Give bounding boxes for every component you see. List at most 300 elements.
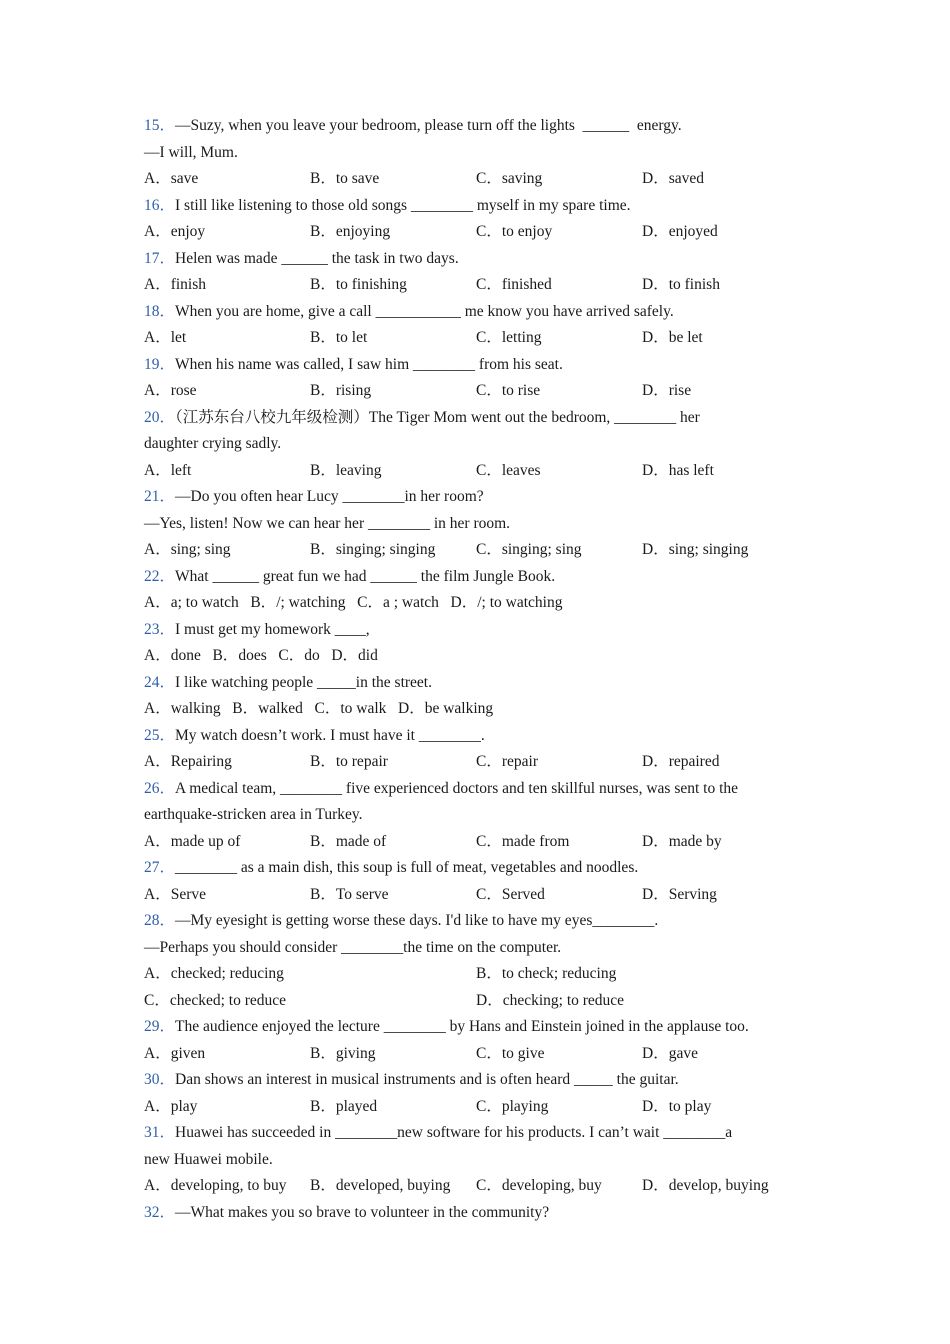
option-text: to give [501,1044,545,1062]
option-text: checked; to reduce [169,991,287,1009]
answer-option[interactable] [476,325,642,352]
answer-option[interactable] [451,594,563,611]
option-letter: A． [144,885,171,903]
options-row [144,643,814,670]
option-text: walking [170,700,221,717]
answer-option[interactable] [642,458,808,485]
question-text: new Huawei mobile. [144,1150,273,1168]
question-block [144,670,814,723]
question-text: Helen was made ______ the task in two days. [175,249,459,267]
answer-option[interactable] [642,1094,808,1121]
option-letter: A． [144,461,171,479]
option-letter: B． [310,1177,336,1194]
answer-option[interactable] [476,219,642,246]
question-stem [144,246,814,273]
option-text: given [170,1044,206,1062]
option-letter: A． [144,223,171,240]
option-text: developed, buying [335,1177,451,1194]
question-number: 17． [144,249,176,267]
option-text: enjoying [335,223,391,240]
option-letter: B． [250,594,277,611]
answer-option[interactable] [310,458,476,485]
option-letter: A． [144,382,171,399]
option-text: be let [668,329,703,346]
answer-option[interactable] [144,700,221,717]
question-stem [144,299,814,326]
answer-option[interactable] [331,647,378,664]
option-text: gave [668,1044,698,1062]
answer-option[interactable] [310,1041,476,1068]
answer-option[interactable] [144,1173,310,1200]
answer-option[interactable] [310,219,476,246]
option-letter: D． [642,1097,669,1115]
answer-option[interactable] [144,829,310,856]
answer-option[interactable] [310,325,476,352]
option-letter: A． [144,276,171,293]
question-stem [144,855,814,882]
question-number: 20． [144,408,176,426]
question-block [144,1014,814,1067]
exercise-page [144,113,814,1226]
answer-option[interactable] [144,458,310,485]
question-text: daughter crying sadly. [144,435,282,452]
options-row [144,325,814,352]
option-text: rise [668,382,692,399]
option-letter: B． [310,461,336,479]
option-text: to finish [668,276,720,293]
options-row [144,882,814,909]
option-letter: C． [278,647,305,664]
question-stem [144,484,814,511]
option-text: sing; sing [170,541,231,558]
options-row [144,961,814,988]
question-stem-continuation [144,431,814,458]
option-text: Served [501,885,545,903]
question-block [144,405,814,485]
options-row [144,378,814,405]
question-number: 15． [144,117,176,134]
question-stem-continuation [144,935,814,962]
option-letter: B． [232,700,259,717]
option-text: develop, buying [668,1177,769,1194]
option-letter: C． [476,461,502,479]
answer-option[interactable] [642,325,808,352]
option-letter: A． [144,594,171,611]
option-text: playing [501,1097,549,1115]
question-text: —Do you often hear Lucy ________in her room? [175,488,484,505]
question-number: 32． [144,1203,176,1221]
answer-option[interactable] [476,882,642,909]
question-stem-continuation [144,140,814,167]
option-text: made from [501,832,570,850]
question-text: —I will, Mum. [144,143,238,161]
option-letter: D． [642,541,669,558]
option-letter: B． [310,885,336,903]
options-row [144,749,814,776]
option-text: play [170,1097,198,1115]
answer-option[interactable] [310,749,476,776]
option-letter: A． [144,832,171,850]
option-letter: B． [310,832,336,850]
options-row [144,219,814,246]
option-text: done [170,647,201,664]
answer-option[interactable] [642,219,808,246]
answer-option[interactable] [310,272,476,299]
answer-option[interactable] [476,749,642,776]
answer-option[interactable] [144,537,310,564]
answer-option[interactable] [476,961,808,988]
option-text: giving [335,1044,376,1062]
answer-option[interactable] [144,378,310,405]
option-text: repaired [668,753,720,770]
answer-option[interactable] [476,829,642,856]
option-text: do [304,647,320,664]
answer-option[interactable] [476,1041,642,1068]
question-block [144,1120,814,1200]
option-text: does [238,647,267,664]
answer-option[interactable] [278,647,319,664]
option-text: sing; singing [668,541,749,558]
option-letter: C． [476,753,502,770]
question-text: The audience enjoyed the lecture ________ by Hans and Einstein joined in the applause too. [175,1018,749,1035]
question-text: Huawei has succeeded in ________new software for his products. I can’t wait ________a [175,1124,733,1141]
question-stem [144,723,814,750]
option-text: enjoy [170,223,206,240]
question-block [144,908,814,1014]
option-letter: C． [476,1044,502,1062]
option-letter: C． [314,700,341,717]
option-letter: A． [144,1044,171,1062]
option-letter: C． [476,223,502,240]
option-text: made up of [170,832,241,850]
option-text: to repair [335,753,388,770]
question-block [144,246,814,299]
options-row [144,1041,814,1068]
question-stem [144,908,814,935]
question-text: —What makes you so brave to volunteer in the community? [175,1203,550,1221]
answer-option[interactable] [144,1041,310,1068]
options-row [144,696,814,723]
question-text: —My eyesight is getting worse these days. I'd like to have my eyes________. [175,912,659,929]
option-letter: D． [642,223,669,240]
answer-option[interactable] [310,1173,476,1200]
question-block [144,484,814,564]
question-stem-continuation [144,802,814,829]
option-text: Repairing [170,753,232,770]
option-letter: A． [144,965,171,982]
option-text: to enjoy [501,223,553,240]
answer-option[interactable] [357,594,439,611]
option-letter: B． [310,541,336,558]
option-text: To serve [335,885,389,903]
option-text: did [358,647,378,664]
option-text: a ; watch [382,594,439,611]
answer-option[interactable] [310,378,476,405]
answer-option[interactable] [250,594,345,611]
answer-option[interactable] [476,458,642,485]
options-row [144,272,814,299]
option-text: finish [170,276,207,293]
answer-option[interactable] [476,1094,642,1121]
question-number: 30． [144,1071,176,1088]
option-text: to finishing [335,276,407,293]
question-block [144,352,814,405]
answer-option[interactable] [144,325,310,352]
option-text: enjoyed [668,223,718,240]
answer-option[interactable] [642,1041,808,1068]
answer-option[interactable] [642,1173,808,1200]
question-stem [144,1200,814,1227]
answer-option[interactable] [642,166,808,193]
answer-option[interactable] [144,594,239,611]
question-number: 26． [144,779,176,797]
option-letter: B． [310,1044,336,1062]
question-text: Dan shows an interest in musical instruments and is often heard _____ the guitar. [175,1071,679,1088]
question-stem [144,776,814,803]
option-text: leaving [335,461,382,479]
option-letter: D． [642,885,669,903]
answer-option[interactable] [476,378,642,405]
option-text: rising [335,382,372,399]
question-block [144,723,814,776]
option-text: Serve [170,885,206,903]
option-text: made by [668,832,722,850]
option-letter: B． [310,170,336,187]
answer-option[interactable] [642,537,808,564]
option-letter: C． [476,276,502,293]
option-text: /; watching [276,594,346,611]
option-letter: B． [212,647,239,664]
answer-option[interactable] [310,882,476,909]
answer-option[interactable] [642,829,808,856]
option-letter: B． [310,753,336,770]
option-text: has left [668,461,714,479]
question-number: 29． [144,1018,176,1035]
option-letter: A． [144,329,171,346]
option-letter: D． [398,700,425,717]
question-block [144,855,814,908]
question-text: ________ as a main dish, this soup is full of meat, vegetables and noodles. [175,859,639,876]
option-text: made of [335,832,387,850]
option-letter: C． [476,885,502,903]
option-text: to walk [340,700,387,717]
answer-option[interactable] [144,961,476,988]
question-stem [144,193,814,220]
option-letter: C． [476,382,502,399]
answer-option[interactable] [315,700,387,717]
question-text: I still like listening to those old songs ________ myself in my spare time. [175,196,631,214]
answer-option[interactable] [476,166,642,193]
option-text: to play [668,1097,712,1115]
option-text: Serving [668,885,717,903]
answer-option[interactable] [144,1094,310,1121]
option-letter: C． [476,1177,502,1194]
option-text: checking; to reduce [502,991,625,1009]
option-letter: C． [476,541,502,558]
question-text: I must get my homework ____, [175,620,370,638]
option-text: finished [501,276,552,293]
option-text: repair [501,753,538,770]
option-text: leaves [501,461,541,479]
option-letter: B． [310,382,336,399]
answer-option[interactable] [144,882,310,909]
option-letter: A． [144,1177,171,1194]
question-block [144,776,814,856]
question-block [144,564,814,617]
option-letter: D． [642,753,669,770]
options-row [144,1173,814,1200]
answer-option[interactable] [144,166,310,193]
question-number: 28． [144,912,176,929]
question-block [144,1200,814,1227]
option-text: to check; reducing [501,965,617,982]
option-text: singing; singing [335,541,436,558]
question-block [144,1067,814,1120]
option-text: save [170,170,199,187]
question-block [144,299,814,352]
option-letter: C． [144,991,170,1009]
option-text: to rise [501,382,541,399]
options-row [144,829,814,856]
option-letter: D． [642,832,669,850]
answer-option[interactable] [476,272,642,299]
option-text: played [335,1097,378,1115]
option-letter: D． [642,1044,669,1062]
answer-option[interactable] [144,272,310,299]
option-letter: B． [310,1097,336,1115]
question-stem [144,564,814,591]
question-number: 22． [144,567,176,585]
question-text: When his name was called, I saw him ________ from his seat. [175,355,563,373]
option-letter: D． [642,382,669,399]
question-text: I like watching people _____in the street. [175,673,432,691]
option-text: singing; sing [501,541,582,558]
option-letter: D． [642,461,669,479]
answer-option[interactable] [310,1094,476,1121]
question-stem [144,405,814,432]
question-text: earthquake-stricken area in Turkey. [144,806,363,823]
answer-option[interactable] [310,537,476,564]
question-number: 21． [144,488,176,505]
options-row [144,590,814,617]
option-letter: A． [144,647,171,664]
question-number: 16． [144,196,176,214]
question-stem [144,1120,814,1147]
option-text: rose [170,382,197,399]
question-stem [144,352,814,379]
question-number: 31． [144,1124,176,1141]
question-stem [144,617,814,644]
question-number: 19． [144,355,176,373]
answer-option[interactable] [310,166,476,193]
question-stem [144,1067,814,1094]
option-text: left [170,461,192,479]
option-letter: C． [357,594,383,611]
option-letter: D． [642,329,669,346]
option-text: saving [501,170,543,187]
option-text: developing, buy [501,1177,602,1194]
question-block [144,193,814,246]
question-text: What ______ great fun we had ______ the film Jungle Book. [175,567,556,585]
answer-option[interactable] [144,749,310,776]
option-letter: C． [476,170,502,187]
question-stem [144,113,814,140]
option-letter: D． [642,276,669,293]
option-letter: D． [642,1177,669,1194]
question-text: —Perhaps you should consider ________the time on the computer. [144,938,562,956]
option-letter: B． [310,329,336,346]
option-text: checked; reducing [170,965,284,982]
option-text: a; to watch [170,594,239,611]
option-letter: D． [476,991,503,1009]
option-letter: D． [331,647,359,664]
question-stem [144,1014,814,1041]
question-stem [144,670,814,697]
option-text: to save [335,170,380,187]
question-block [144,617,814,670]
answer-option[interactable] [642,378,808,405]
answer-option[interactable] [398,700,493,717]
options-row [144,1094,814,1121]
options-row [144,458,814,485]
question-text: （江苏东台八校九年级检测）The Tiger Mom went out the bedroom, ________ her [175,408,700,426]
option-text: let [170,329,187,346]
option-text: to let [335,329,368,346]
question-text: My watch doesn’t work. I must have it ________. [175,726,485,744]
question-block [144,113,814,193]
answer-option[interactable] [476,537,642,564]
option-letter: D． [450,594,478,611]
question-text: —Yes, listen! Now we can hear her ________ in her room. [144,514,511,532]
question-text: When you are home, give a call ___________ me know you have arrived safely. [175,302,674,320]
question-stem-continuation [144,511,814,538]
option-text: /; to watching [477,594,563,611]
option-letter: A． [144,700,171,717]
question-number: 23． [144,620,176,638]
answer-option[interactable] [144,988,476,1015]
options-row [144,166,814,193]
option-letter: B． [476,965,502,982]
question-number: 25． [144,726,176,744]
option-letter: A． [144,1097,171,1115]
question-number: 18． [144,302,176,320]
answer-option[interactable] [232,700,303,717]
question-text: —Suzy, when you leave your bedroom, please turn off the lights ______ energy. [175,117,682,134]
option-text: letting [501,329,542,346]
answer-option[interactable] [144,647,201,664]
answer-option[interactable] [642,272,808,299]
option-letter: A． [144,541,171,558]
answer-option[interactable] [476,1173,642,1200]
option-text: be walking [424,700,494,717]
option-letter: D． [642,170,669,187]
answer-option[interactable] [642,749,808,776]
option-letter: B． [310,276,336,293]
answer-option[interactable] [144,219,310,246]
answer-option[interactable] [476,988,808,1015]
question-number: 24． [144,673,176,691]
option-letter: C． [476,1097,502,1115]
option-letter: C． [476,329,502,346]
answer-option[interactable] [642,882,808,909]
answer-option[interactable] [212,647,266,664]
options-row [144,537,814,564]
option-text: walked [258,700,303,717]
option-letter: A． [144,753,171,770]
option-letter: B． [310,223,336,240]
answer-option[interactable] [310,829,476,856]
question-text: A medical team, ________ five experienced doctors and ten skillful nurses, was sent to the [175,779,739,797]
